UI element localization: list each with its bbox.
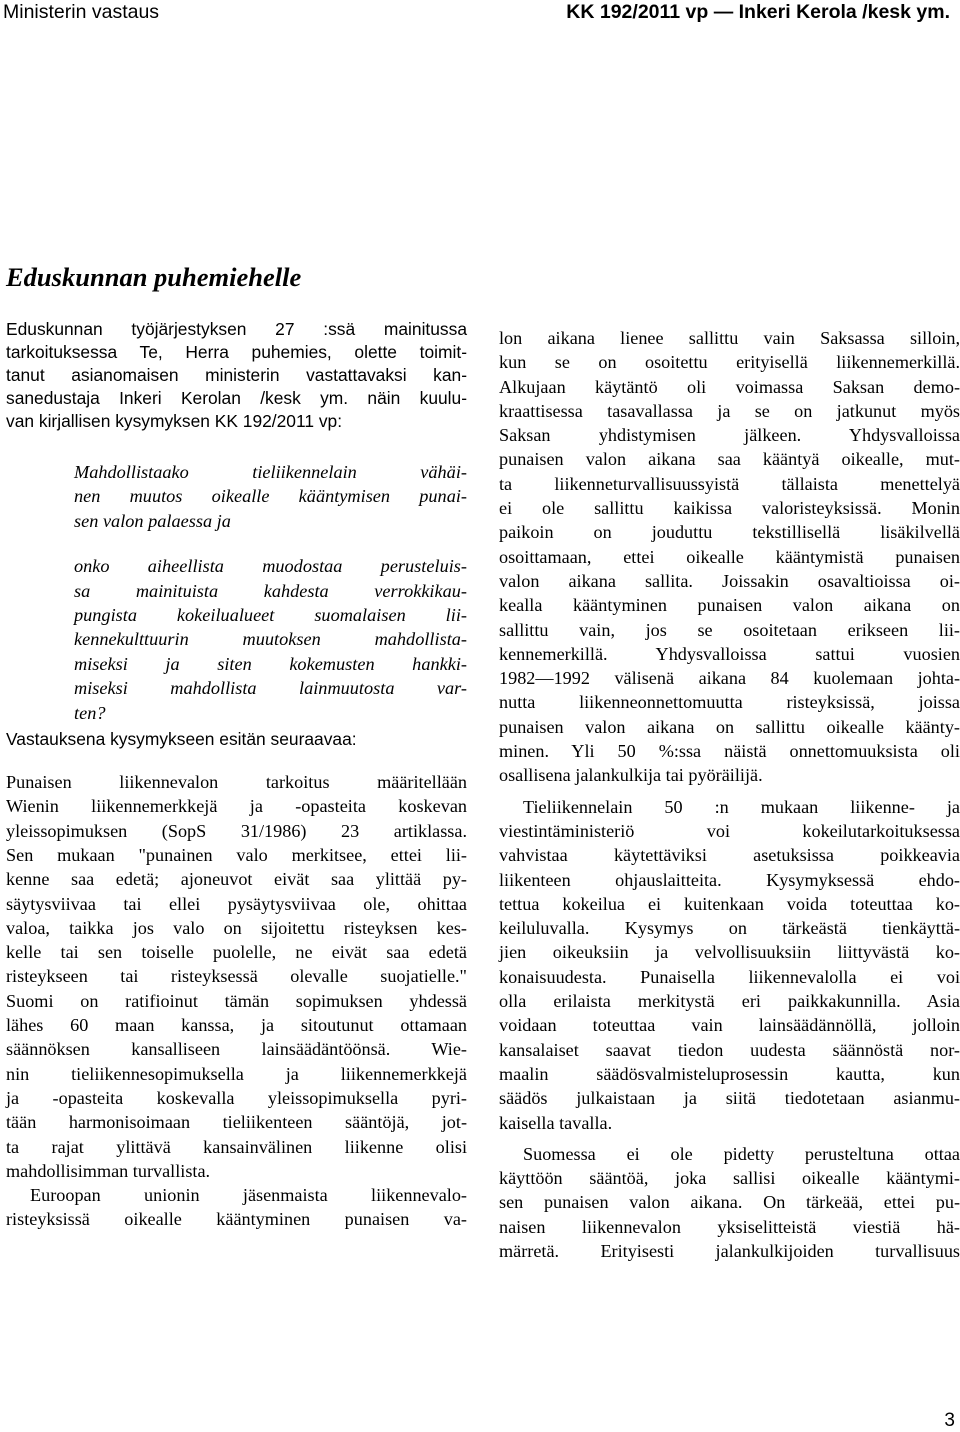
text-line: osoittamaan, ettei oikealle kääntymistä punaisen (499, 546, 960, 567)
text-line: kelle tai sen toiselle puolelle, ne eivät saa edetä (6, 942, 467, 963)
text-line: miseksi mahdollista lainmuutosta var- (74, 678, 467, 699)
text-line: sen valon palaessa ja (74, 510, 231, 531)
header-left: Ministerin vastaus (3, 1, 160, 23)
text-line: konaisuudesta. Punaisella liikennevalolla ei voi (499, 966, 960, 987)
answer-paragraph-2 (6, 1183, 467, 1232)
text-line: kenne saa edetä; ajoneuvot eivät saa ylittää py- (6, 869, 467, 890)
text-line: viestintäministeriö voi kokeilutarkoituksessa (499, 820, 960, 841)
text-line: Punaisen liikennevalon tarkoitus määritellään (6, 772, 467, 793)
text-line: sa mainituista kahdesta verrokkikau- (74, 580, 467, 601)
text-line: Wienin liikennemerkkejä ja -opasteita koskevan (6, 796, 467, 817)
text-line: käyttöön sääntöä, joka sallisi oikealle kääntymi- (499, 1168, 960, 1189)
text-line: ta rajat ylittävä kansainvälinen liikenne olisi (6, 1136, 467, 1157)
text-line: nutta liikenneonnettomuutta risteyksissä, joissa (499, 692, 960, 713)
text-line: Euroopan unionin jäsenmaista liikennevalo- (30, 1185, 467, 1206)
text-line: Mahdollistaako tieliikennelain vähäi- (74, 462, 467, 482)
text-line: onko aiheellista muodostaa perusteluis- (74, 556, 467, 577)
text-line: kun se on osoitettu erityisellä liikennemerkillä. (499, 352, 960, 373)
text-line: Alkujaan käytäntö oli voimassa Saksan demo- (499, 376, 960, 397)
text-line: tään harmonisoimaan tieliikenteen sääntöjä, jot- (6, 1112, 467, 1133)
text-line: säytysviivaa tai ellei pysäytysviivaa ole, ohittaa (6, 893, 467, 914)
text-line: kennemerkillä. Yhdysvalloissa sattui vuosien (499, 643, 960, 664)
text-line: voidaan toteuttaa vain lainsäädännöllä, jolloin (499, 1015, 960, 1036)
text-line: vahvistaa käytettäviksi asetuksissa poikkeavia (499, 845, 960, 866)
header-right: KK 192/2011 vp — Inkeri Kerola /kesk ym. (566, 1, 950, 23)
text-line: sen punaisen valon aikana. On tärkeää, ettei pu- (499, 1192, 960, 1213)
text-line: Sen mukaan "punainen valo merkitsee, ettei lii- (6, 844, 467, 865)
text-line: risteykseen tai risteyksessä olevalle suojatielle." (6, 966, 467, 987)
intro-paragraph (6, 318, 467, 433)
text-line: säädös julkaistaan ja siitä tiedotetaan asianmu- (499, 1088, 960, 1109)
right-paragraph-1 (499, 326, 960, 788)
text-line: van kirjallisen kysymyksen KK 192/2011 vp: (6, 411, 343, 431)
text-line: yleissopimuksen (SopS 31/1986) 23 artiklassa. (6, 820, 467, 841)
text-line: nen muutos oikealle kääntymisen punai- (74, 486, 467, 507)
text-line: maalin säädösvalmisteluprosessin kautta, kun (499, 1063, 960, 1084)
text-line: lähes 60 maan kanssa, ja sitoutunut ottamaan (6, 1015, 467, 1036)
page-number: 3 (944, 1410, 955, 1431)
running-header (0, 0, 960, 26)
document-title: Eduskunnan puhemiehelle (6, 262, 302, 292)
text-line: jien oikeuksiin ja velvollisuuksiin liittyvästä ko- (499, 942, 960, 963)
text-line: keiluluvalla. Kysymys on tärkeästä tienkäyttä- (499, 918, 960, 939)
text-line: ten? (74, 702, 106, 723)
text-line: Tieliikennelain 50 :n mukaan liikenne- ja (523, 796, 960, 817)
text-line: kaisella tavalla. (499, 1112, 613, 1133)
text-line: lon aikana lienee sallittu vain Saksassa silloin, (499, 328, 960, 348)
text-line: risteyksissä oikealle kääntyminen punaisen va- (6, 1209, 467, 1230)
text-line: miseksi ja siten kokemusten hankki- (74, 653, 467, 674)
text-line: kansalaiset saavat tiedon uudesta säännöstä nor- (499, 1039, 960, 1060)
text-line: olla erilaista merkitystä eri paikkakunnilla. Asia (499, 991, 960, 1012)
question-2 (6, 554, 467, 725)
right-column (499, 326, 960, 1263)
text-line: Eduskunnan työjärjestyksen 27 :ssä mainitussa (6, 319, 467, 339)
text-line: mahdollisimman turvallista. (6, 1160, 211, 1181)
text-line: naisen liikennevalon yksiselitteistä viestiä hä- (499, 1216, 960, 1237)
answer-paragraph-1 (6, 770, 467, 1183)
text-line: sallittu vain, jos se osoitetaan erikseen lii- (499, 619, 960, 640)
text-line: ei ole sallittu kaikissa valoristeyksissä. Monin (499, 498, 960, 519)
left-column (6, 318, 467, 1232)
text-line: tettua kokeilua ei kuitenkaan voida toteuttaa ko- (499, 893, 960, 914)
text-line: osallisena jalankulkija tai pyöräilijä. (499, 765, 763, 786)
text-line: 1982—1992 välisenä aikana 84 kuolemaan johta- (499, 668, 960, 689)
text-line: nin tieliikennesopimuksella ja liikennemerkkejä (6, 1063, 467, 1084)
text-line: Suomessa ei ole pidetty perusteltuna ottaa (523, 1143, 960, 1164)
text-line: punaisen valon aikana on sallittu oikealle käänty- (499, 716, 960, 737)
text-line: punaisen valon aikana saa kääntyä oikealle, mut- (499, 449, 960, 470)
text-line: kealla kääntyminen punaisen valon aikana on (499, 595, 960, 616)
text-line: kennekulttuurin muutoksen mahdollista- (74, 629, 467, 650)
text-line: kraattisessa tasavallassa ja se on jatkunut myös (499, 400, 960, 421)
text-line: pungista kokeilualueet suomalaisen lii- (74, 605, 467, 626)
text-line: märretä. Erityisesti jalankulkijoiden turvallisuus (499, 1240, 960, 1261)
text-line: valon aikana sallita. Joissakin osavaltioissa oi- (499, 570, 960, 591)
question-1 (6, 460, 467, 533)
text-line: ta liikenneturvallisuussyistä tällaista menettelyä (499, 473, 960, 494)
text-line: liikenteen ohjauslaitteita. Kysymyksessä ehdo- (499, 869, 960, 890)
text-line: sanedustaja Inkeri Kerolan /kesk ym. näin kuulu- (6, 388, 467, 408)
text-line: paikoin on jouduttu tekstillisellä lisäkilvellä (499, 522, 960, 543)
text-line: Saksan yhdistymisen jälkeen. Yhdysvalloissa (499, 425, 960, 446)
answer-intro (6, 728, 467, 751)
text-line: minen. Yli 50 %:ssa näistä onnettomuuksista oli (499, 741, 960, 762)
text-line: Vastauksena kysymykseen esitän seuraavaa: (6, 729, 357, 750)
right-paragraph-3 (499, 1142, 960, 1263)
text-line: Suomi on ratifioinut tämän sopimuksen yhdessä (6, 990, 467, 1011)
text-line: säännöksen kansalliseen lainsäädäntöönsä. Wie- (6, 1039, 467, 1060)
right-paragraph-2 (499, 795, 960, 1135)
text-line: tanut asianomaisen ministerin vastattavaksi kan- (6, 365, 467, 385)
text-line: tarkoituksessa Te, Herra puhemies, olette toimit- (6, 342, 467, 362)
text-line: ja -opasteita koskevalla yleissopimuksella pyri- (6, 1087, 467, 1108)
text-line: valoa, taikka jos valo on sijoitettu risteyksen kes- (6, 917, 467, 938)
